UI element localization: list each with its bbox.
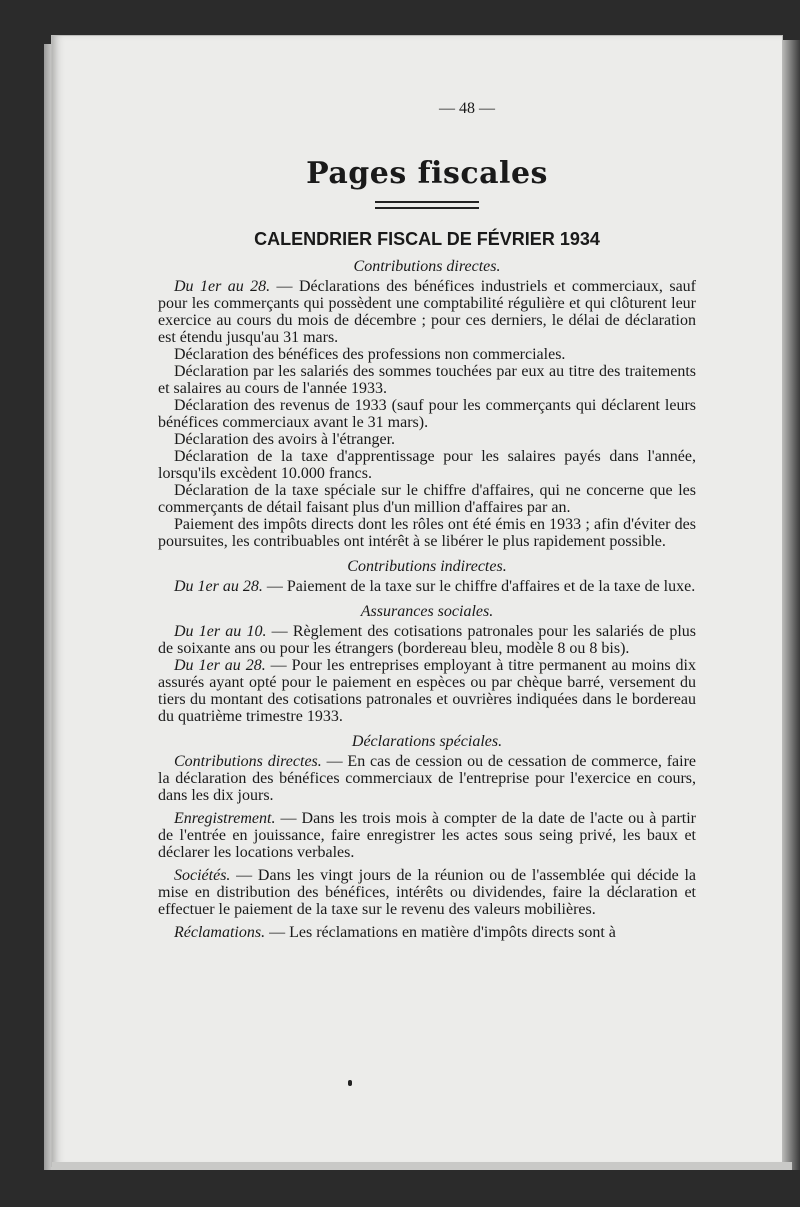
page-shadow	[782, 40, 800, 1170]
paragraph-text: — Pour les entreprises employant à titre permanent au moins dix assurés ayant opté pour le paiement en espèces ou par chèque barré, versement du tiers du montant des cotisations patronales et ouvrières indiquées dans le bordereau du quatrième trimestre 1933.	[158, 657, 696, 725]
paragraph-text: — Dans les trois mois à compter de la date de l'acte ou à partir de l'entrée en jouissance, faire enregistrer les actes sous seing privé, les baux et déclarer les locations verbales.	[158, 810, 696, 861]
paragraph-text: — Dans les vingt jours de la réunion ou de l'assemblée qui décide la mise en distribution des bénéfices, intérêts ou dividendes, faire la déclaration et effectuer le paiement de la taxe sur le revenu des valeurs mobilières.	[158, 867, 696, 918]
section-header: Déclarations spéciales.	[351, 733, 503, 750]
paragraph	[158, 657, 696, 725]
section-header: Assurances sociales.	[360, 603, 494, 620]
section-header: Contributions directes.	[353, 258, 501, 275]
paragraph	[158, 448, 696, 482]
paragraph	[158, 924, 696, 941]
paragraph	[158, 623, 696, 657]
paragraph-text: Paiement des impôts directs dont les rôles ont été émis en 1933 ; afin d'éviter des poursuites, les contribuables ont intérêt à se libérer le plus rapidement possible.	[158, 516, 696, 550]
section-contributions-indirectes	[158, 558, 696, 595]
paragraph-lead: Sociétés.	[174, 867, 231, 884]
paragraph-lead: Enregistrement.	[174, 810, 276, 827]
page-content	[158, 100, 696, 941]
paragraph	[158, 278, 696, 346]
section-contributions-directes	[158, 258, 696, 550]
paragraph-text: Déclaration par les salariés des sommes touchées par eux au titre des traitements et salaires au cours de l'année 1933.	[158, 363, 696, 397]
paragraph-text: — En cas de cession ou de cessation de commerce, faire la déclaration des bénéfices commerciaux de l'entreprise pour l'exercice en cours, dans les dix jours.	[158, 753, 696, 804]
title-rule	[375, 201, 479, 209]
paragraph	[158, 516, 696, 550]
paragraph	[158, 346, 696, 363]
paragraph-lead: Réclamations.	[174, 924, 266, 941]
paragraph-text: — Les réclamations en matière d'impôts directs sont à	[265, 924, 616, 941]
paragraph	[158, 578, 696, 595]
paragraph-text: — Paiement de la taxe sur le chiffre d'affaires et de la taxe de luxe.	[262, 578, 696, 595]
paragraph-lead: Contributions directes.	[174, 753, 322, 770]
paragraph-text: Déclaration de la taxe spéciale sur le chiffre d'affaires, qui ne concerne que les commerçants de détail faisant plus d'un million d'affaires par an.	[158, 482, 696, 516]
paragraph	[158, 753, 696, 804]
paragraph	[158, 482, 696, 516]
section-declarations-speciales	[158, 733, 696, 941]
page-bottom-edge	[52, 1162, 792, 1170]
section-header: Contributions indirectes.	[347, 558, 507, 575]
paragraph-text: — Règlement des cotisations patronales pour les salariés de plus de soixante ans ou pour les étrangers (bordereau bleu, modèle 8 ou 8 bis).	[158, 623, 696, 657]
paragraph-text: Déclaration des revenus de 1933 (sauf pour les commerçants qui déclarent leurs bénéfices commerciaux avant le 31 mars).	[158, 397, 696, 431]
paragraph	[158, 397, 696, 431]
paragraph-text: — Déclarations des bénéfices industriels et commerciaux, sauf pour les commerçants qui possèdent une comptabilité régulière et qui clôturent leur exercice au cours du mois de décembre ; pour ces derniers, le délai de déclaration est étendu jusqu'au 31 mars.	[158, 278, 696, 346]
paragraph-lead: Du 1er au 28.	[174, 578, 263, 595]
paragraph-text: Déclaration des bénéfices des professions non commerciales.	[174, 346, 566, 363]
paragraph	[158, 363, 696, 397]
page-number: — 48 —	[439, 100, 495, 117]
paragraph-text: Déclaration des avoirs à l'étranger.	[174, 431, 396, 448]
paragraph	[158, 431, 696, 448]
paragraph-lead: Du 1er au 28.	[174, 657, 266, 674]
page-title: Pages fiscales	[306, 156, 548, 191]
ink-dot	[348, 1080, 352, 1086]
paragraph-lead: Du 1er au 28.	[174, 278, 271, 295]
paragraph-lead: Du 1er au 10.	[174, 623, 267, 640]
calendar-heading: CALENDRIER FISCAL DE FÉVRIER 1934	[254, 229, 600, 249]
paragraph-text: Déclaration de la taxe d'apprentissage pour les salaires payés dans l'année, lorsqu'ils excèdent 10.000 francs.	[158, 448, 696, 482]
paragraph	[158, 867, 696, 918]
section-assurances-sociales	[158, 603, 696, 725]
paragraph	[158, 810, 696, 861]
